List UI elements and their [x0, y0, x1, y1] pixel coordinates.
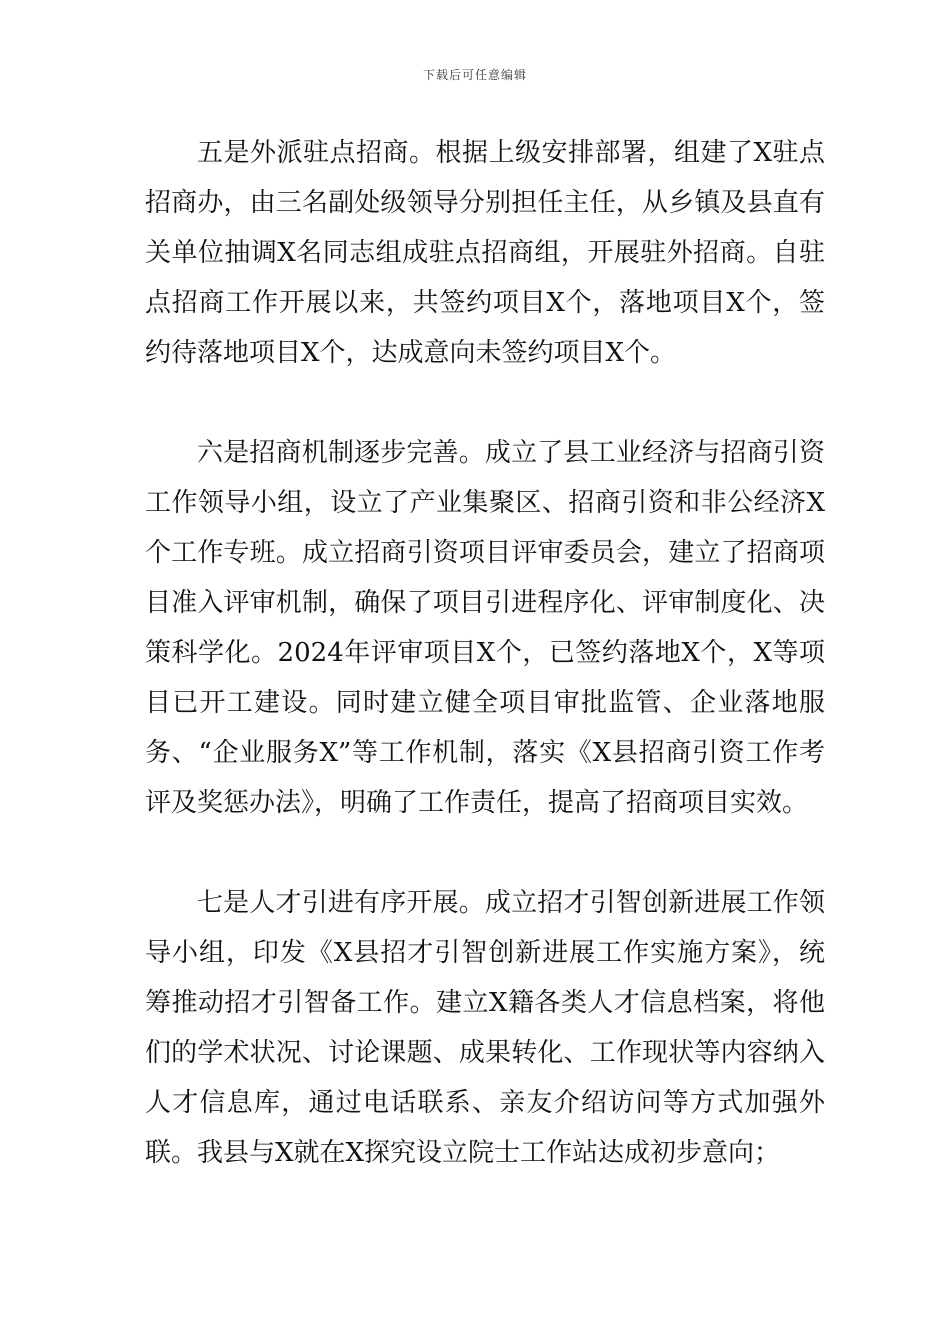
document-body: [145, 128, 825, 1178]
paragraph-spacer: [145, 378, 825, 428]
paragraph-5: 五是外派驻点招商。根据上级安排部署，组建了X驻点招商办，由三名副处级领导分别担任主任，从乡镇及县直有关单位抽调X名同志组成驻点招商组，开展驻外招商。自驻点招商工作开展以来，共签约项目X个，落地项目X个，签约待落地项目X个，达成意向未签约项目X个。: [145, 138, 825, 368]
page-header-note: 下载后可任意编辑: [422, 68, 527, 82]
paragraph-spacer: [145, 828, 825, 878]
paragraph-6: 六是招商机制逐步完善。成立了县工业经济与招商引资工作领导小组，设立了产业集聚区、招商引资和非公经济X个工作专班。成立招商引资项目评审委员会，建立了招商项目准入评审机制，确保了项目引进程序化、评审制度化、决策科学化。2024年评审项目X个，已签约落地X个，X等项目已开工建设。同时建立健全项目审批监管、企业落地服务、“企业服务X”等工作机制，落实《X县招商引资工作考评及奖惩办法》，明确了工作责任，提高了招商项目实效。: [145, 438, 825, 818]
paragraph-7: 七是人才引进有序开展。成立招才引智创新进展工作领导小组，印发《X县招才引智创新进展工作实施方案》，统筹推动招才引智备工作。建立X籍各类人才信息档案，将他们的学术状况、讨论课题、成果转化、工作现状等内容纳入人才信息库，通过电话联系、亲友介绍访问等方式加强外联。我县与X就在X探究设立院士工作站达成初步意向；: [145, 888, 825, 1168]
